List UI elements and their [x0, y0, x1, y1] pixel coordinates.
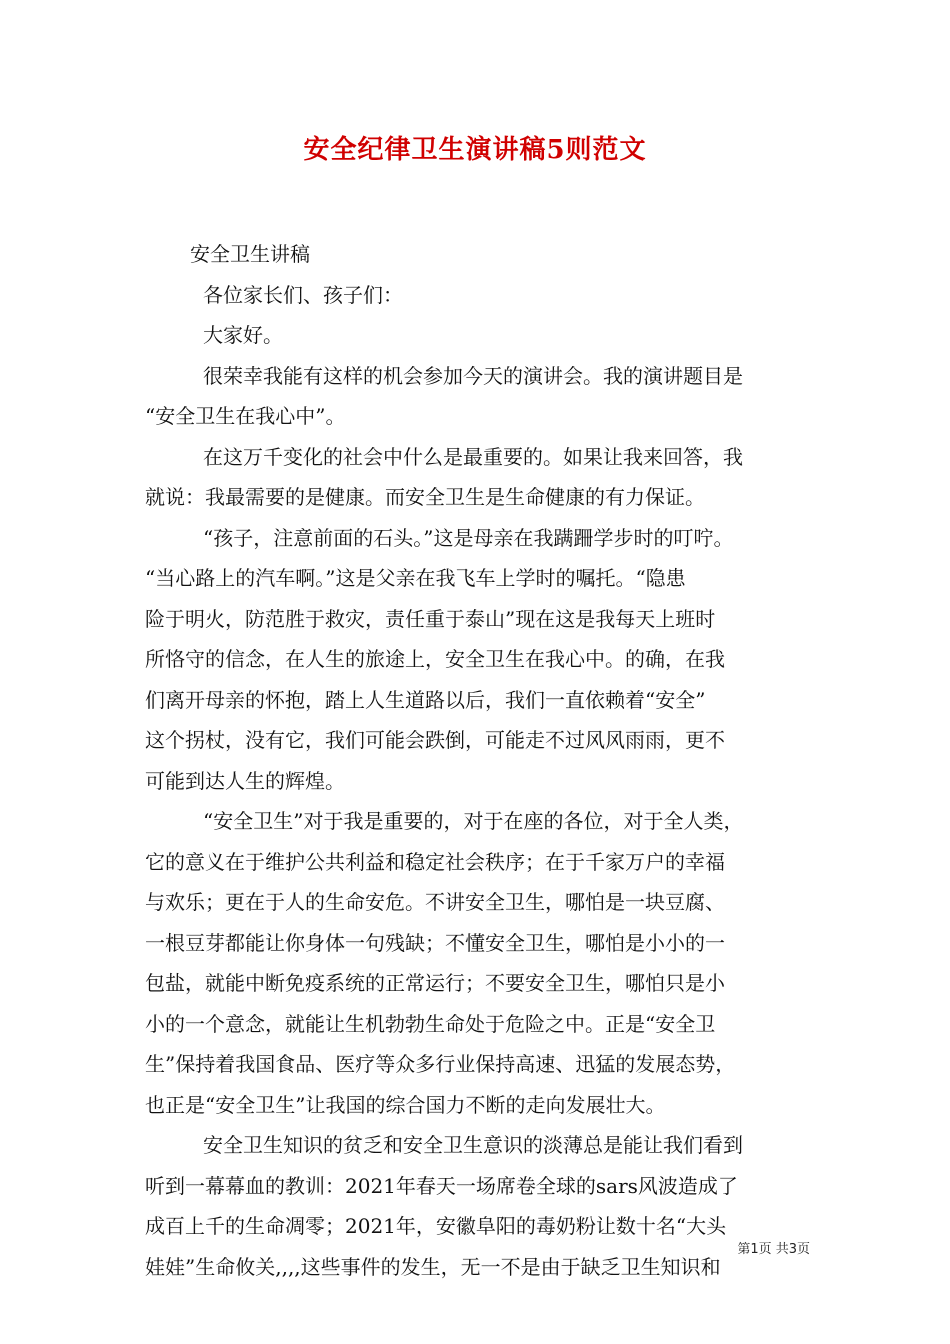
body-line: 与欢乐；更在于人的生命安危。不讲安全卫生，哪怕是一块豆腐、 [145, 890, 725, 914]
body-line: 们离开母亲的怀抱，踏上人生道路以后，我们一直依赖着“安全” [145, 687, 706, 712]
body-line: 很荣幸我能有这样的机会参加今天的演讲会。我的演讲题目是 [203, 363, 743, 388]
body-line: 大家好。 [203, 323, 283, 347]
body-line: “安全卫生”对于我是重要的，对于在座的各位，对于全人类， [203, 809, 744, 833]
body-line: 安全卫生知识的贫乏和安全卫生意识的淡薄总是能让我们看到 [203, 1133, 743, 1157]
body-line: 可能到达人生的辉煌。 [145, 768, 345, 793]
body-line: 所恪守的信念，在人生的旅途上，安全卫生在我心中。的确，在我 [145, 647, 725, 671]
body-line: 在这万千变化的社会中什么是最重要的。如果让我来回答，我 [203, 444, 743, 469]
body-line: “安全卫生在我心中”。 [145, 404, 346, 428]
body-line: 也正是“安全卫生”让我国的综合国力不断的走向发展壮大。 [145, 1092, 666, 1117]
body-line: 险于明火，防范胜于救灾，责任重于泰山”现在这是我每天上班时 [145, 606, 716, 631]
body-line: “孩子，注意前面的石头。”这是母亲在我蹒跚学步时的叮咛。 [203, 525, 734, 550]
body-line: 它的意义在于维护公共利益和稳定社会秩序；在于千家万户的幸福 [145, 849, 725, 874]
document-body [145, 234, 811, 1287]
body-line: 听到一幕幕血的教训：2021年春天一场席卷全球的sars风波造成了 [145, 1173, 738, 1198]
body-line: 生”保持着我国食品、医疗等众多行业保持高速、迅猛的发展态势， [145, 1052, 736, 1076]
body-line: 各位家长们、孩子们： [203, 282, 403, 307]
body-line: “当心路上的汽车啊。”这是父亲在我飞车上学时的嘱托。“隐患 [145, 566, 686, 590]
body-line: 包盐，就能中断免疫系统的正常运行；不要安全卫生，哪怕只是小 [145, 971, 725, 995]
body-line: 一根豆芽都能让你身体一句残缺；不懂安全卫生，哪怕是小小的一 [145, 930, 725, 955]
document-title: 安全纪律卫生演讲稿5则范文 [303, 135, 647, 165]
page-footer: 第1页 共3页 [737, 1242, 810, 1257]
body-line: 小的一个意念，就能让生机勃勃生命处于危险之中。正是“安全卫 [145, 1011, 716, 1036]
body-line: 安全卫生讲稿 [190, 242, 310, 266]
body-line: 就说：我最需要的是健康。而安全卫生是生命健康的有力保证。 [145, 485, 705, 509]
body-line: 娃娃”生命攸关,,,,这些事件的发生，无一不是由于缺乏卫生知识和 [145, 1254, 721, 1279]
body-line: 成百上千的生命凋零；2021年，安徽阜阳的毒奶粉让数十名“大头 [145, 1214, 727, 1238]
body-line: 这个拐杖，没有它，我们可能会跌倒，可能走不过风风雨雨，更不 [145, 728, 725, 752]
